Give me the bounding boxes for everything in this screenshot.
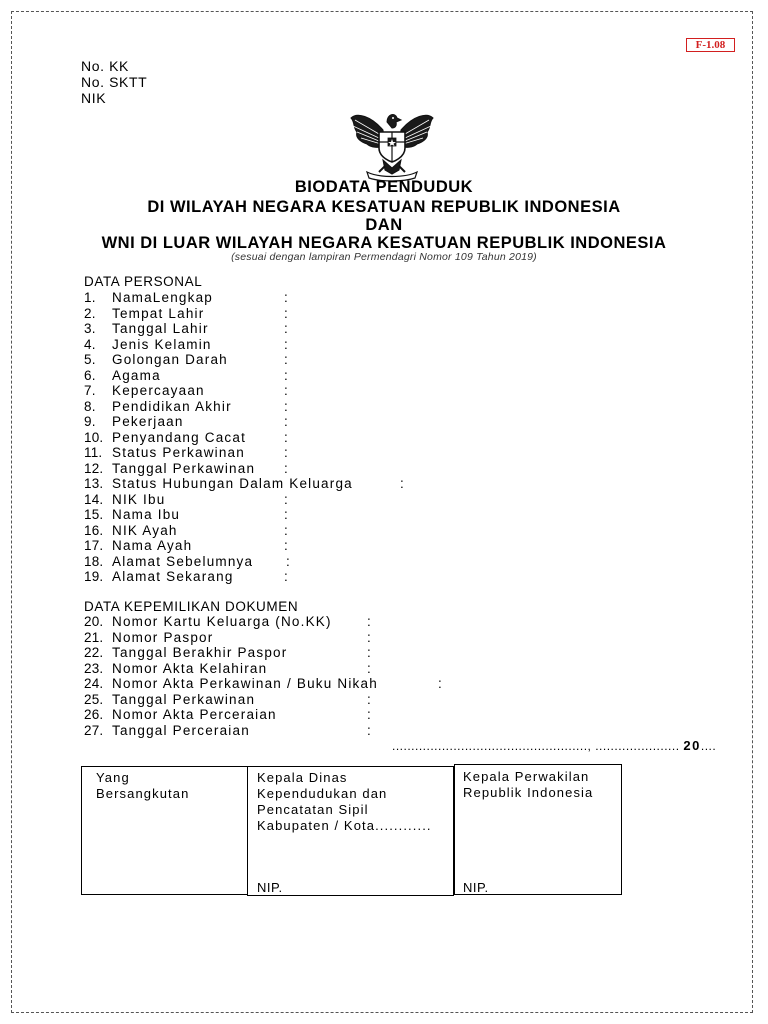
personal-data-row-colon: :: [284, 522, 288, 538]
personal-data-row-label: Tanggal Lahir: [112, 321, 209, 336]
personal-data-row: [84, 321, 209, 336]
personal-data-row: [84, 337, 212, 352]
document-data-row-label: Nomor Akta Kelahiran: [112, 660, 268, 676]
personal-data-row-label: Nama Ayah: [112, 538, 193, 553]
personal-data-row-colon: :: [284, 460, 288, 476]
personal-data-row: [84, 476, 353, 491]
regulation-subtitle: (sesuai dengan lampiran Permendagri Nomor 109 Tahun 2019): [231, 251, 537, 263]
personal-data-row-colon: :: [284, 290, 288, 305]
personal-data-row-colon: :: [284, 398, 288, 414]
personal-data-row-colon: :: [284, 569, 288, 584]
personal-data-row-label: Jenis Kelamin: [112, 336, 212, 352]
personal-data-row-colon: :: [284, 321, 288, 336]
document-data-row: [84, 645, 287, 660]
document-data-row-number: 26.: [84, 707, 104, 722]
personal-data-row-label: NIK Ibu: [112, 491, 166, 507]
year-dots: ....: [700, 739, 717, 753]
personal-data-row-colon: :: [284, 383, 288, 398]
personal-data-row-number: 14.: [84, 491, 104, 507]
personal-data-row-colon: :: [284, 429, 288, 445]
personal-data-row-colon: :: [284, 336, 288, 352]
personal-data-row: [84, 306, 204, 321]
personal-data-row-label: Kepercayaan: [112, 383, 205, 398]
personal-data-row-label: Alamat Sekarang: [112, 569, 234, 584]
personal-data-row-label: Tanggal Perkawinan: [112, 460, 256, 476]
personal-data-row: [84, 383, 205, 398]
identifier-block: [81, 58, 147, 106]
personal-data-row-number: 4.: [84, 336, 96, 352]
document-data-row-colon: :: [438, 676, 442, 691]
personal-data-row-label: Pendidikan Akhir: [112, 398, 232, 414]
personal-data-row-number: 18.: [84, 553, 104, 569]
personal-data-row: [84, 368, 161, 383]
personal-data-row-colon: :: [286, 553, 290, 569]
place-date-dots: ..................................................., ......................: [392, 739, 680, 753]
title-line-4: WNI DI LUAR WILAYAH NEGARA KESATUAN REPUBLIK INDONESIA: [101, 234, 667, 252]
personal-data-row: [84, 507, 180, 522]
personal-data-row-label: NIK Ayah: [112, 522, 178, 538]
document-data-row-label: Tanggal Berakhir Paspor: [112, 645, 288, 660]
document-data-row-label: Tanggal Perceraian: [112, 722, 250, 738]
title-line-1: BIODATA PENDUDUK: [294, 178, 474, 196]
document-data-row: [84, 661, 267, 676]
document-data-row: [84, 723, 250, 738]
personal-data-row-number: 1.: [84, 290, 96, 305]
personal-data-row-number: 13.: [84, 476, 104, 491]
personal-data-row-number: 16.: [84, 522, 104, 538]
personal-data-row-number: 6.: [84, 367, 96, 383]
document-data-row-colon: :: [367, 614, 371, 629]
personal-data-row-number: 15.: [84, 507, 104, 522]
nip-label-representative: NIP.: [463, 880, 489, 895]
personal-data-row-number: 3.: [84, 321, 96, 336]
document-data-row-number: 21.: [84, 629, 104, 645]
document-data-row-label: Nomor Paspor: [112, 629, 214, 645]
personal-data-row-number: 5.: [84, 352, 96, 367]
document-data-row-label: Nomor Kartu Keluarga (No.KK): [112, 614, 332, 629]
personal-data-row-colon: :: [284, 538, 288, 553]
personal-data-row: [84, 430, 246, 445]
document-data-row-number: 24.: [84, 676, 104, 691]
document-data-row-number: 20.: [84, 614, 104, 629]
personal-data-row-colon: :: [284, 367, 288, 383]
personal-data-row: [84, 461, 255, 476]
personal-data-row: [84, 352, 228, 367]
document-data-row-colon: :: [367, 645, 371, 660]
signature-title-resident: Yang Bersangkutan: [96, 770, 190, 801]
personal-data-row-label: Tempat Lahir: [112, 305, 205, 321]
personal-data-row-number: 2.: [84, 305, 96, 321]
personal-data-row-number: 9.: [84, 414, 96, 429]
document-data-row-label: Tanggal Perkawinan: [112, 691, 256, 707]
personal-data-row: [84, 523, 178, 538]
document-data-row: [84, 707, 277, 722]
personal-data-row-colon: :: [284, 305, 288, 321]
place-date-line: [392, 738, 716, 753]
personal-data-row: [84, 569, 234, 584]
personal-data-row-colon: :: [284, 507, 288, 522]
personal-data-row-label: Agama: [112, 367, 161, 383]
document-data-row-label: Nomor Akta Perkawinan / Buku Nikah: [112, 676, 378, 691]
nip-label-civil-registry: NIP.: [257, 880, 283, 895]
year-prefix: 20: [683, 738, 701, 753]
document-data-row-colon: :: [367, 722, 371, 738]
personal-data-row-colon: :: [284, 491, 288, 507]
personal-data-row-label: NamaLengkap: [112, 290, 214, 305]
no-sktt-label: No. SKTT: [81, 74, 148, 90]
signature-title-representative: Kepala Perwakilan Republik Indonesia: [463, 769, 594, 800]
personal-data-row-label: Pekerjaan: [112, 414, 184, 429]
title-line-3: DAN: [365, 216, 403, 234]
document-data-row-number: 25.: [84, 691, 104, 707]
personal-data-row-number: 11.: [84, 445, 103, 460]
personal-data-row-number: 8.: [84, 398, 96, 414]
document-data-row-label: Nomor Akta Perceraian: [112, 707, 277, 722]
personal-data-row: [84, 445, 245, 460]
personal-data-row: [84, 414, 184, 429]
personal-data-row: [84, 554, 253, 569]
no-kk-label: No. KK: [81, 58, 129, 74]
document-data-row: [84, 630, 213, 645]
personal-data-row-colon: :: [400, 476, 404, 491]
personal-data-row-label: Status Perkawinan: [112, 445, 245, 460]
document-data-row-number: 22.: [84, 645, 104, 660]
document-data-row-colon: :: [367, 707, 371, 722]
document-data-row-number: 23.: [84, 660, 104, 676]
personal-data-row-label: Nama Ibu: [112, 507, 181, 522]
personal-data-row-label: Penyandang Cacat: [112, 429, 247, 445]
signature-title-civil-registry: Kepala Dinas Kependudukan dan Pencatatan Sipil Kabupaten / Kota............: [257, 770, 432, 833]
personal-data-row-number: 19.: [84, 569, 104, 584]
personal-data-row-number: 10.: [84, 429, 104, 445]
personal-data-row: [84, 399, 232, 414]
personal-data-heading: DATA PERSONAL: [84, 274, 203, 289]
personal-data-row-colon: :: [284, 414, 288, 429]
document-data-row-colon: :: [367, 691, 371, 707]
document-data-row-colon: :: [367, 629, 371, 645]
personal-data-row-colon: :: [284, 352, 288, 367]
document-data-row-number: 27.: [84, 722, 104, 738]
personal-data-row-colon: :: [284, 445, 288, 460]
form-code-badge: F-1.08: [686, 38, 735, 52]
personal-data-row-label: Alamat Sebelumnya: [112, 553, 254, 569]
personal-data-row: [84, 492, 165, 507]
personal-data-row-number: 7.: [84, 383, 96, 398]
personal-data-row-label: Golongan Darah: [112, 352, 228, 367]
personal-data-row: [84, 290, 213, 305]
document-data-row: [84, 692, 255, 707]
garuda-pancasila-emblem-icon: [349, 108, 435, 182]
document-data-row: [84, 676, 378, 691]
personal-data-row-number: 17.: [84, 538, 104, 553]
document-data-heading: DATA KEPEMILIKAN DOKUMEN: [84, 599, 299, 614]
title-line-2: DI WILAYAH NEGARA KESATUAN REPUBLIK INDONESIA: [147, 198, 621, 216]
personal-data-row-number: 12.: [84, 460, 104, 476]
document-data-row-colon: :: [367, 660, 371, 676]
document-data-row: [84, 614, 332, 629]
nik-label: NIK: [81, 90, 107, 106]
personal-data-row: [84, 538, 192, 553]
personal-data-row-label: Status Hubungan Dalam Keluarga: [112, 476, 353, 491]
